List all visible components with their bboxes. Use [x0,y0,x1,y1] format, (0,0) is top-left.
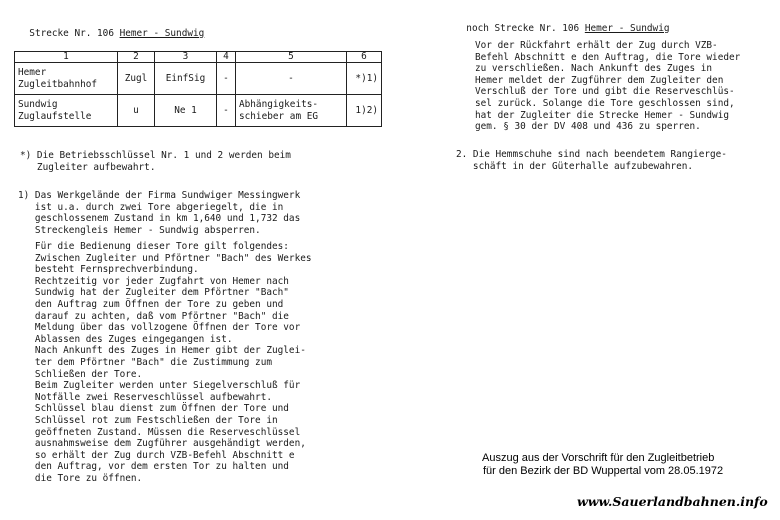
right-heading-prefix: noch Strecke Nr. 106 [466,22,585,34]
table-row [15,63,382,95]
col-number-1: 1 [15,52,118,63]
remarks-cell: 1)2) [347,95,382,127]
station-table [14,51,382,127]
col-number-2: 2 [118,52,155,63]
caption-line-1: Auszug aus der Vorschrift für den Zugleitbetrieb [482,452,715,464]
col5-cell: Abhängigkeits- schieber am EG [236,95,347,127]
note-1-body: Für die Bedienung dieser Tore gilt folgendes: Zwischen Zugleiter und Pförtner "Bach" des Werkes besteht Fernsprechverbindung. Rechtzeitig vor jeder Zugfahrt von Hemer nach Sundwig hat der Zugleiter dem Pförtner "Bach" den Auftrag zum Öffnen der Tore zu geben und darauf zu achten, daß vom Pförtner "Bach" die Meldung über das vollzogene Öffnen der Tore vor Ablassen des Zuges eingegangen ist. Nach Ankunft des Zuges in Hemer gibt der Zuglei- ter dem Pförtner "Bach" die Zustimmung zum Schließen der Tore. Beim Zugleiter werden unter Siegelverschluß für Notfälle zwei Reserveschlüssel aufbewahrt. Schlüssel blau dienst zum Öffnen der Tore und Schlüssel rot zum Festschließen der Tore in geöffneten Zustand. Müssen die Reserveschlüssel ausnahmsweise dem Zugführer ausgehändigt werden, so erhält der Zug durch VZB-Befehl Abschnitt e den Auftrag, vor dem ersten Tor zu halten und die Tore zu öffnen. [34,241,312,484]
col4-cell: - [217,95,236,127]
station-type-cell: u [118,95,155,127]
website-watermark: www.Sauerlandbahnen.info [577,494,768,509]
col4-cell: - [217,63,236,95]
station-name-cell: Hemer Zugleitbahnhof [15,63,118,95]
col-number-5: 5 [236,52,347,63]
station-name-cell: Sundwig Zuglaufstelle [15,95,118,127]
left-heading [18,16,204,39]
col-number-4: 4 [217,52,236,63]
table-row [15,95,382,127]
footnote-star: *) Die Betriebsschlüssel Nr. 1 und 2 werden beim Zugleiter aufbewahrt. [20,150,291,173]
col-number-6: 6 [347,52,382,63]
caption-line-2: für den Bezirk der BD Wuppertal vom 28.05.1972 [483,465,724,477]
signal-cell: Ne 1 [155,95,217,127]
note-2: 2. Die Hemmschuhe sind nach beendetem Rangierge- schäft in der Güterhalle aufzubewahren. [456,149,727,172]
source-caption [482,452,723,478]
col-number-3: 3 [155,52,217,63]
table-header-row [15,52,382,63]
left-heading-route: Hemer - Sundwig [119,27,205,39]
left-heading-prefix: Strecke Nr. 106 [29,27,120,39]
remarks-cell: *)1) [347,63,382,95]
note-1-intro: 1) Das Werkgelände der Firma Sundwiger Messingwerk ist u.a. durch zwei Tore abgeriegelt, die in geschlossenem Zustand in km 1,640 und 1,732 das Streckengleis Hemer - Sundwig absperren. [18,190,301,236]
station-type-cell: Zugl [118,63,155,95]
signal-cell: EinfSig [155,63,217,95]
right-paragraph: Vor der Rückfahrt erhält der Zug durch VZB- Befehl Abschnitt e den Auftrag, die Tore wieder zu verschließen. Nach Ankunft des Zuges in Hemer meldet der Zugführer dem Zugleiter den Verschluß der Tore und gibt die Reserveschlüs- sel zurück. Solange die Tore geschlossen sind, hat der Zugleiter die Strecke Hemer - Sundwig gem. § 30 der DV 408 und 436 zu sperren. [475,40,741,133]
right-heading-route: Hemer - Sundwig [584,22,670,34]
right-heading [455,11,670,34]
col5-cell: - [236,63,347,95]
